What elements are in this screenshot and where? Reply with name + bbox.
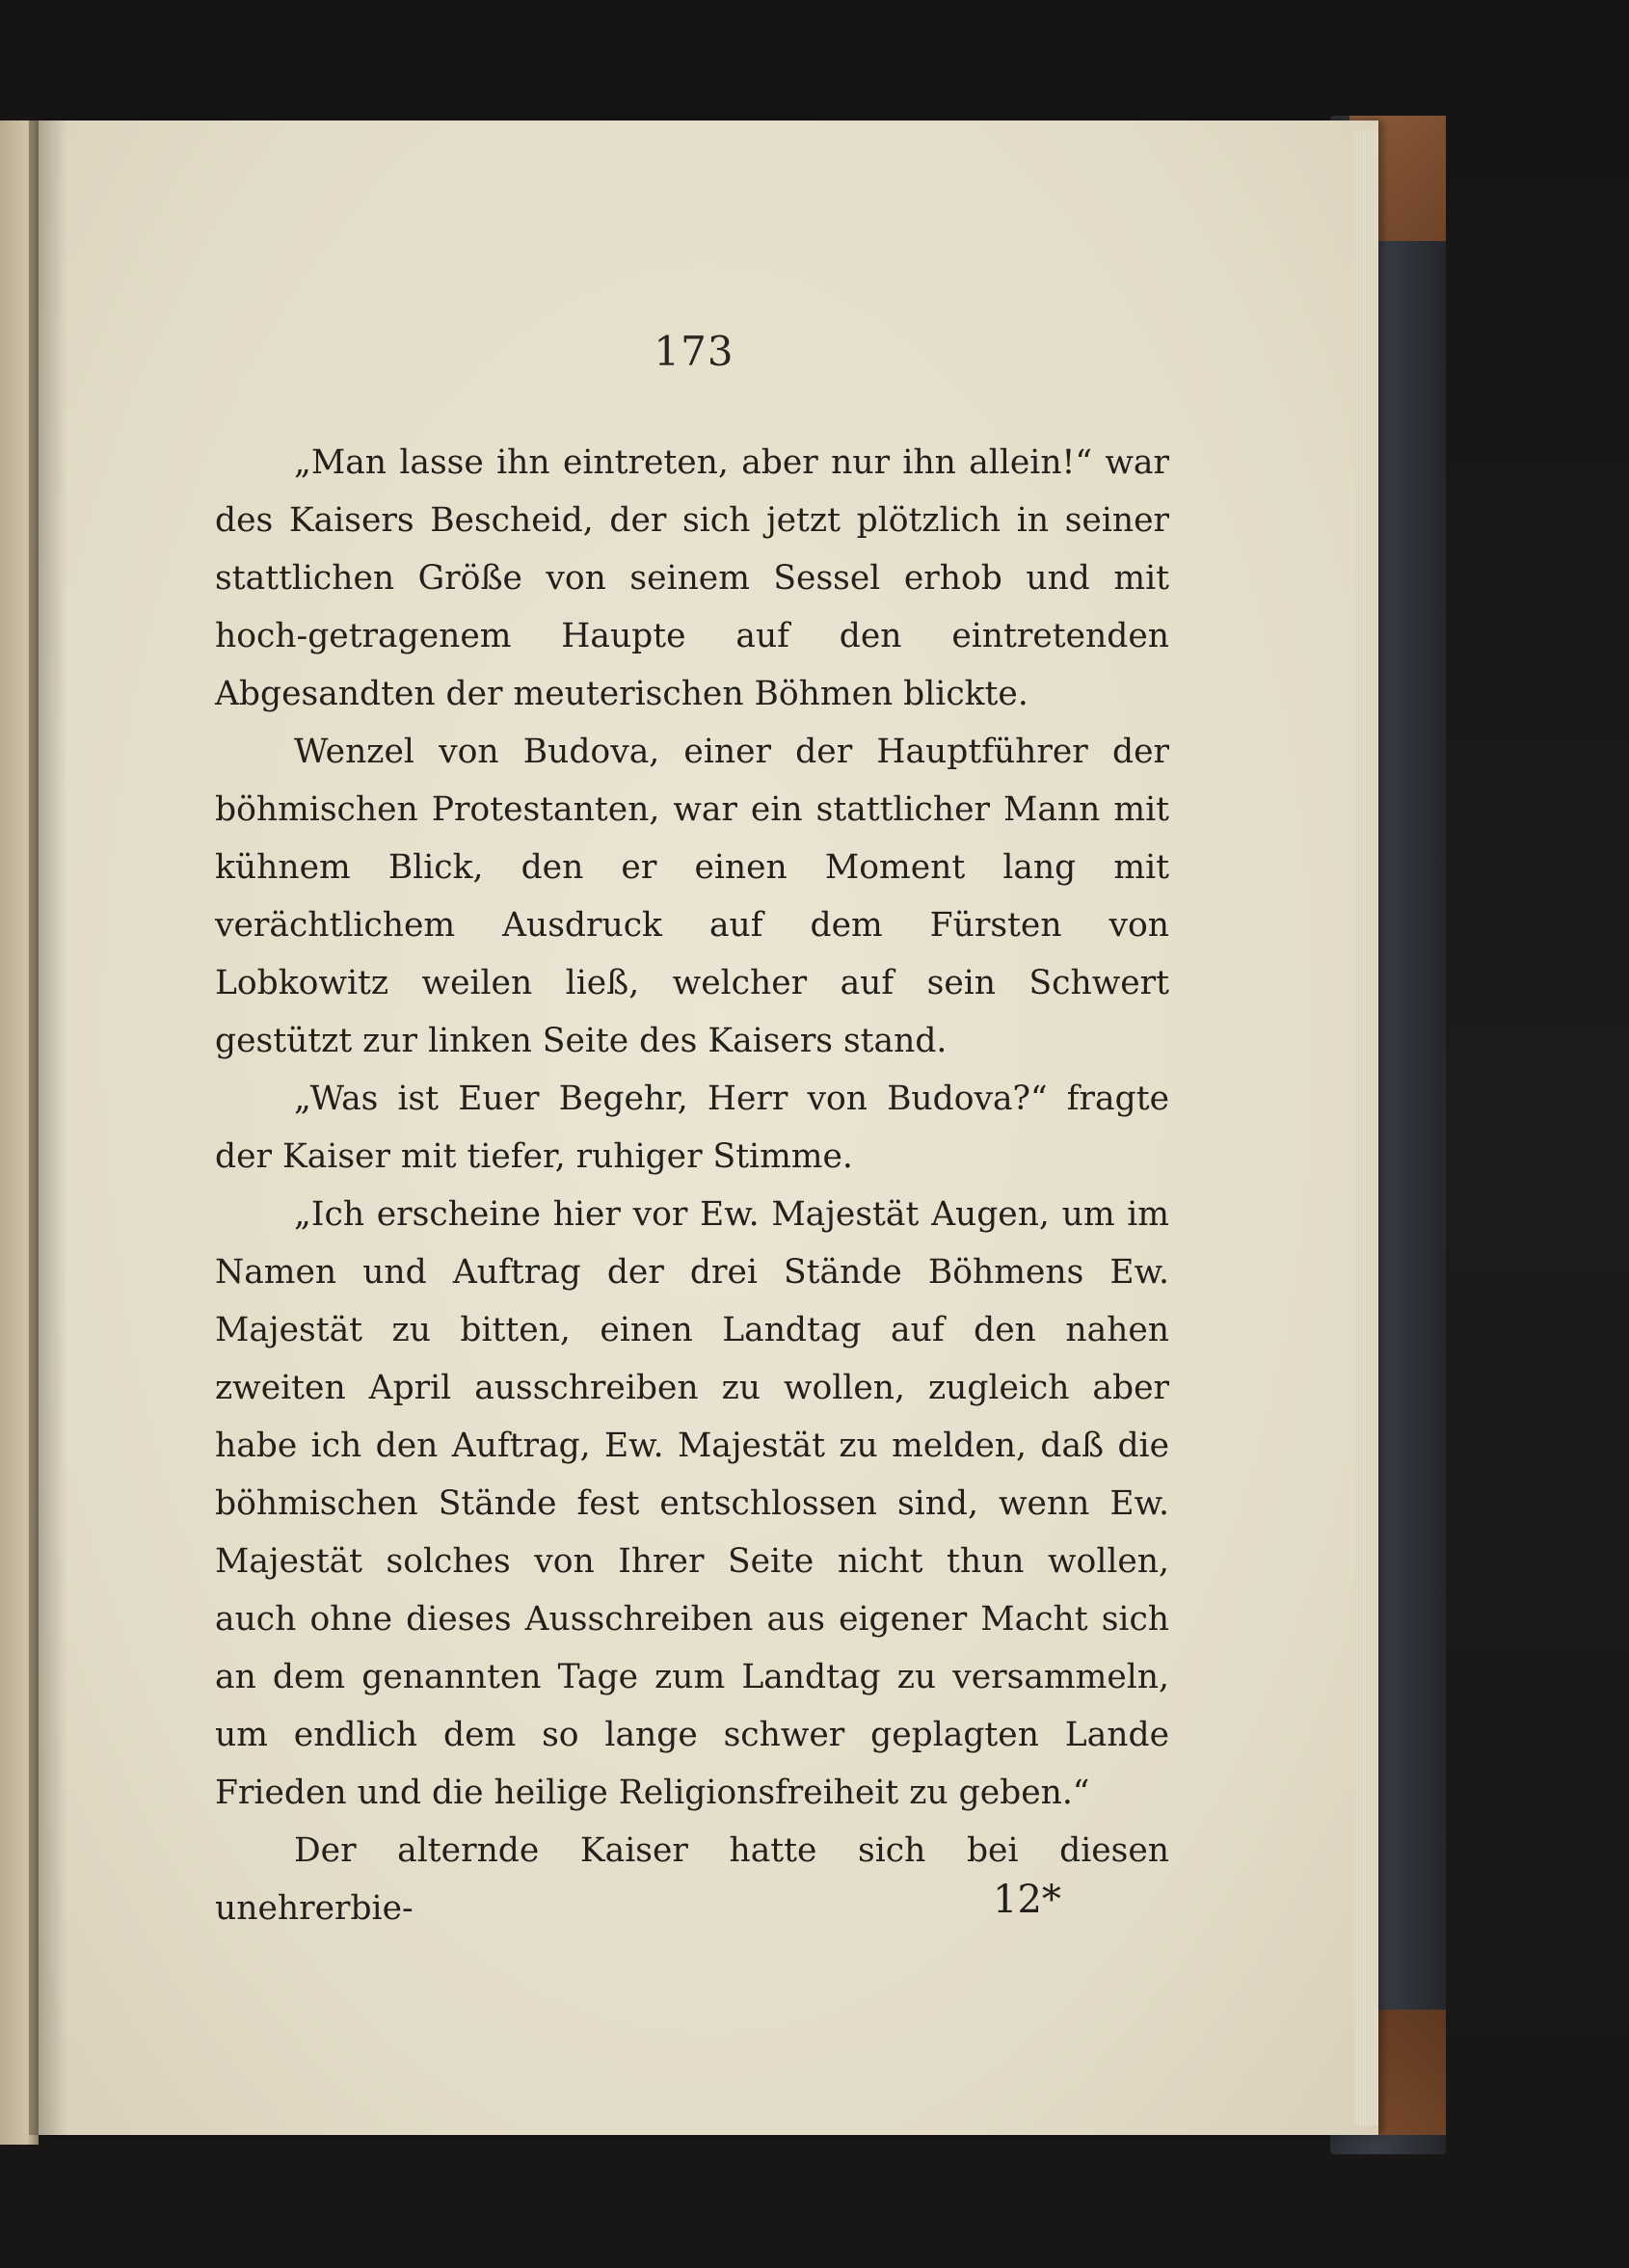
paragraph-3: „Was ist Euer Begehr, Herr von Budova?“ fragte der Kaiser mit tiefer, ruhiger Stimme. xyxy=(215,1080,1169,1176)
signature-mark: 12* xyxy=(993,1878,1061,1922)
gutter-shadow xyxy=(29,120,67,2135)
paragraph-4: „Ich erscheine hier vor Ew. Majestät Augen, um im Namen und Auftrag der drei Stände Böhmens Ew. Majestät zu bitten, einen Landtag auf den nahen zweiten April ausschreiben zu wollen, zugleich aber habe ich den Auftrag, Ew. Majestät zu melden, daß die böhmischen Stände fest entschlossen sind, wenn Ew. Majestät solches von Ihrer Seite nicht thun wollen, auch ohne dieses Ausschreiben aus eigener Macht sich an dem genannten Tage zum Landtag zu versammeln, um endlich dem so lange schwer geplagten Lande Frieden und die heilige Religionsfreiheit zu geben.“ xyxy=(215,1195,1169,1812)
paragraph-2: Wenzel von Budova, einer der Hauptführer der böhmischen Protestanten, war ein stattlicher Mann mit kühnem Blick, den er einen Moment lang mit verächtlichem Ausdruck auf dem Fürsten von Lobkowitz weilen ließ, welcher auf sein Schwert gestützt zur linken Seite des Kaisers stand. xyxy=(215,733,1169,1060)
paragraph-1: „Man lasse ihn eintreten, aber nur ihn allein!“ war des Kaisers Bescheid, der sich jetzt plötzlich in seiner stattlichen Größe von seinem Sessel erhob und mit hoch-getragenem Haupte auf den eintretenden Abgesandten der meuterischen Böhmen blickte. xyxy=(215,443,1169,713)
page-stack-edge xyxy=(1354,130,1378,2125)
body-text xyxy=(215,434,1169,1937)
paragraph-5: Der alternde Kaiser hatte sich bei diesen unehrerbie- xyxy=(215,1831,1169,1928)
page-number: 173 xyxy=(654,328,734,375)
